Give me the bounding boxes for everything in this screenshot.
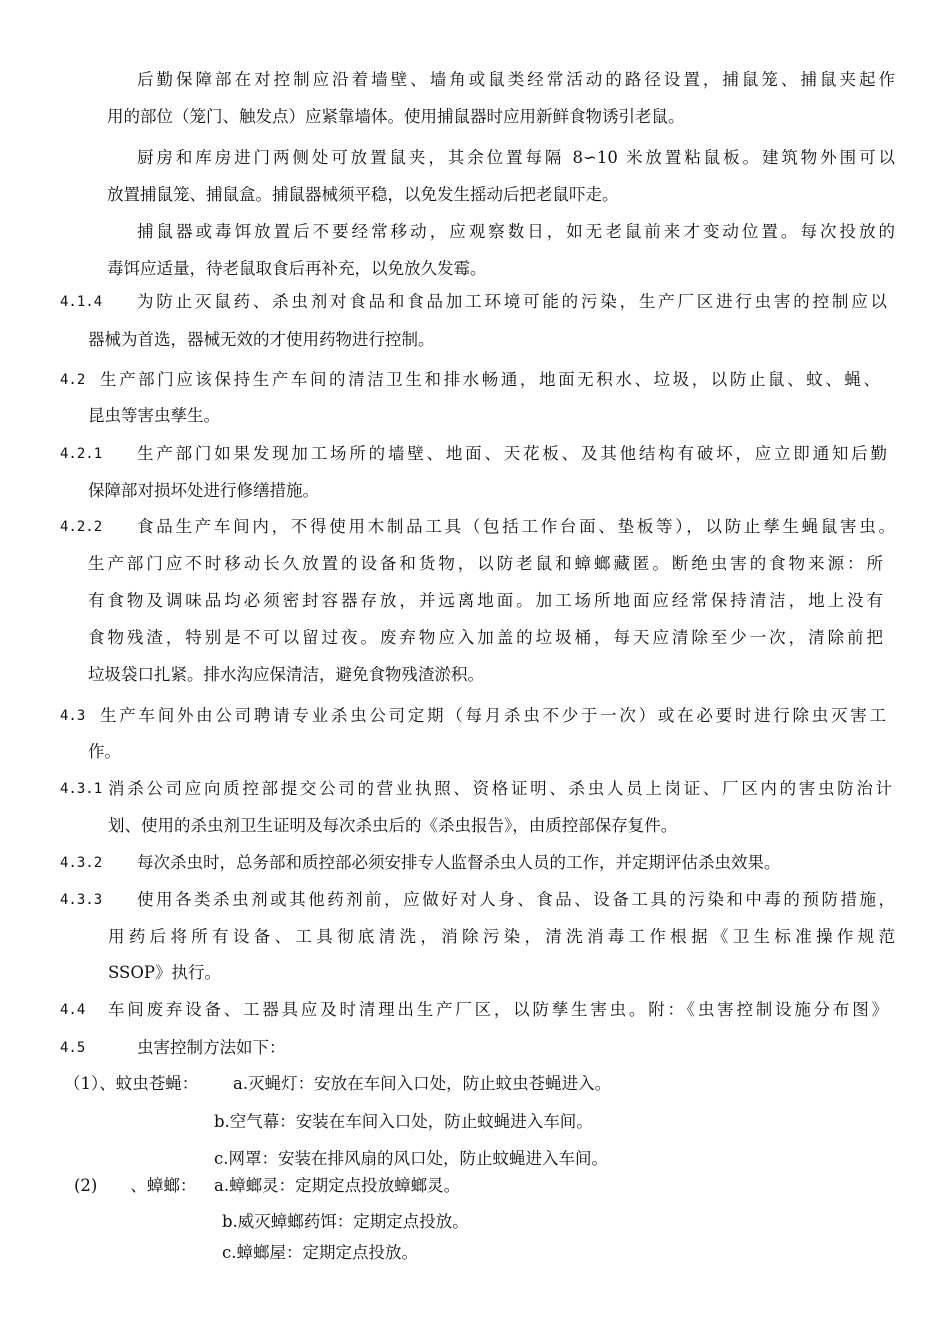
paragraph-line: 生产部门如果发现加工场所的墙壁、地面、天花板、及其他结构有破坏，应立即通知后勤 (137, 444, 887, 463)
paragraph-line: 生产部门应不时移动长久放置的设备和货物，以防老鼠和蟑螂藏匿。断绝虫害的食物来源：所 (88, 554, 883, 573)
method-label: (2) 、蟑螂： (74, 1176, 197, 1195)
section-number: 4.3 (60, 708, 86, 724)
paragraph-line: 用药后将所有设备、工具彻底清洗，消除污染，清洗消毒工作根据《卫生标准操作规范 (108, 927, 895, 946)
paragraph-line: 后勤保障部在对控制应沿着墙壁、墙角或鼠类经常活动的路径设置，捕鼠笼、捕鼠夹起作 (137, 70, 895, 89)
paragraph-line: 有食物及调味品均必须密封容器存放，并远离地面。加工场所地面应经常保持清洁，地上没有 (88, 591, 883, 610)
paragraph-line: 作。 (88, 742, 121, 761)
paragraph-line: 保障部对损坏处进行修缮措施。 (88, 481, 319, 500)
paragraph-line: 生产车间外由公司聘请专业杀虫公司定期（每月杀虫不少于一次）或在必要时进行除虫灭害工 (100, 706, 886, 725)
paragraph-line: 食物残渣，特别是不可以留过夜。废弃物应入加盖的垃圾桶，每天应清除至少一次，清除前把 (88, 628, 883, 647)
paragraph-line: 消杀公司应向质控部提交公司的营业执照、资格证明、杀虫人员上岗证、厂区内的害虫防治计 (108, 779, 892, 798)
section-number: 4.3.1 (60, 781, 103, 797)
paragraph-line: 放置捕鼠笼、捕鼠盒。捕鼠器械须平稳，以免发生摇动后把老鼠吓走。 (107, 185, 619, 204)
paragraph-line: 毒饵应适量，待老鼠取食后再补充，以免放久发霉。 (107, 259, 487, 278)
section-number: 4.2.1 (60, 446, 103, 462)
paragraph-line: 昆虫等害虫孳生。 (88, 406, 220, 425)
section-number: 4.2.2 (60, 519, 103, 535)
method-item: b.威灭蟑螂药饵：定期定点投放。 (222, 1212, 469, 1231)
method-item: c.网罩：安装在排风扇的风口处，防止蚊蝇进入车间。 (214, 1149, 608, 1168)
method-item: b.空气幕：安装在车间入口处，防止蚊蝇进入车间。 (214, 1112, 593, 1131)
section-number: 4.3.2 (60, 855, 103, 871)
paragraph-line: 每次杀虫时，总务部和质控部必须安排专人监督杀虫人员的工作，并定期评估杀虫效果。 (137, 853, 781, 872)
section-number: 4.3.3 (60, 892, 103, 908)
paragraph-line: 车间废弃设备、工器具应及时清理出生产厂区，以防孳生害虫。附：《虫害控制设施分布图》 (108, 1000, 888, 1019)
paragraph-line: 垃圾袋口扎紧。排水沟应保清洁，避免食物残渣淤积。 (88, 665, 484, 684)
paragraph-line: 器械为首选，器械无效的才使用药物进行控制。 (88, 330, 435, 349)
paragraph-line: 食品生产车间内，不得使用木制品工具（包括工作台面、垫板等），以防止孳生蝇鼠害虫。 (137, 517, 895, 536)
paragraph-line: SSOP》执行。 (108, 963, 221, 982)
paragraph-line: 为防止灭鼠药、杀虫剂对食品和食品加工环境可能的污染，生产厂区进行虫害的控制应以 (137, 292, 887, 311)
section-number: 4.5 (60, 1040, 86, 1056)
method-item: a.蟑螂灵：定期定点投放蟑螂灵。 (214, 1176, 461, 1195)
section-number: 4.2 (60, 372, 86, 388)
paragraph-line: 划、使用的杀虫剂卫生证明及每次杀虫后的《杀虫报告》，由质控部保存复件。 (108, 816, 678, 835)
section-number: 4.1.4 (60, 294, 103, 310)
paragraph-line: 生产部门应该保持生产车间的清洁卫生和排水畅通，地面无积水、垃圾，以防止鼠、蚊、蝇、 (100, 370, 880, 389)
paragraph-line: 虫害控制方法如下： (137, 1038, 286, 1057)
paragraph-line: 用的部位（笼门、触发点）应紧靠墙体。使用捕鼠器时应用新鲜食物诱引老鼠。 (107, 107, 685, 126)
method-label: （1）、蚊虫苍蝇： (64, 1074, 199, 1093)
method-item: c.蟑螂屋：定期定点投放。 (222, 1243, 418, 1262)
section-number: 4.4 (60, 1002, 86, 1018)
paragraph-line: 厨房和库房进门两侧处可放置鼠夹，其余位置每隔 8∽10 米放置粘鼠板。建筑物外围可以 (137, 148, 895, 167)
paragraph-line: 使用各类杀虫剂或其他药剂前，应做好对人身、食品、设备工具的污染和中毒的预防措施， (137, 890, 895, 909)
method-item: a.灭蝇灯：安放在车间入口处，防止蚊虫苍蝇进入。 (233, 1074, 612, 1093)
paragraph-line: 捕鼠器或毒饵放置后不要经常移动，应观察数日，如无老鼠前来才变动位置。每次投放的 (137, 222, 895, 241)
